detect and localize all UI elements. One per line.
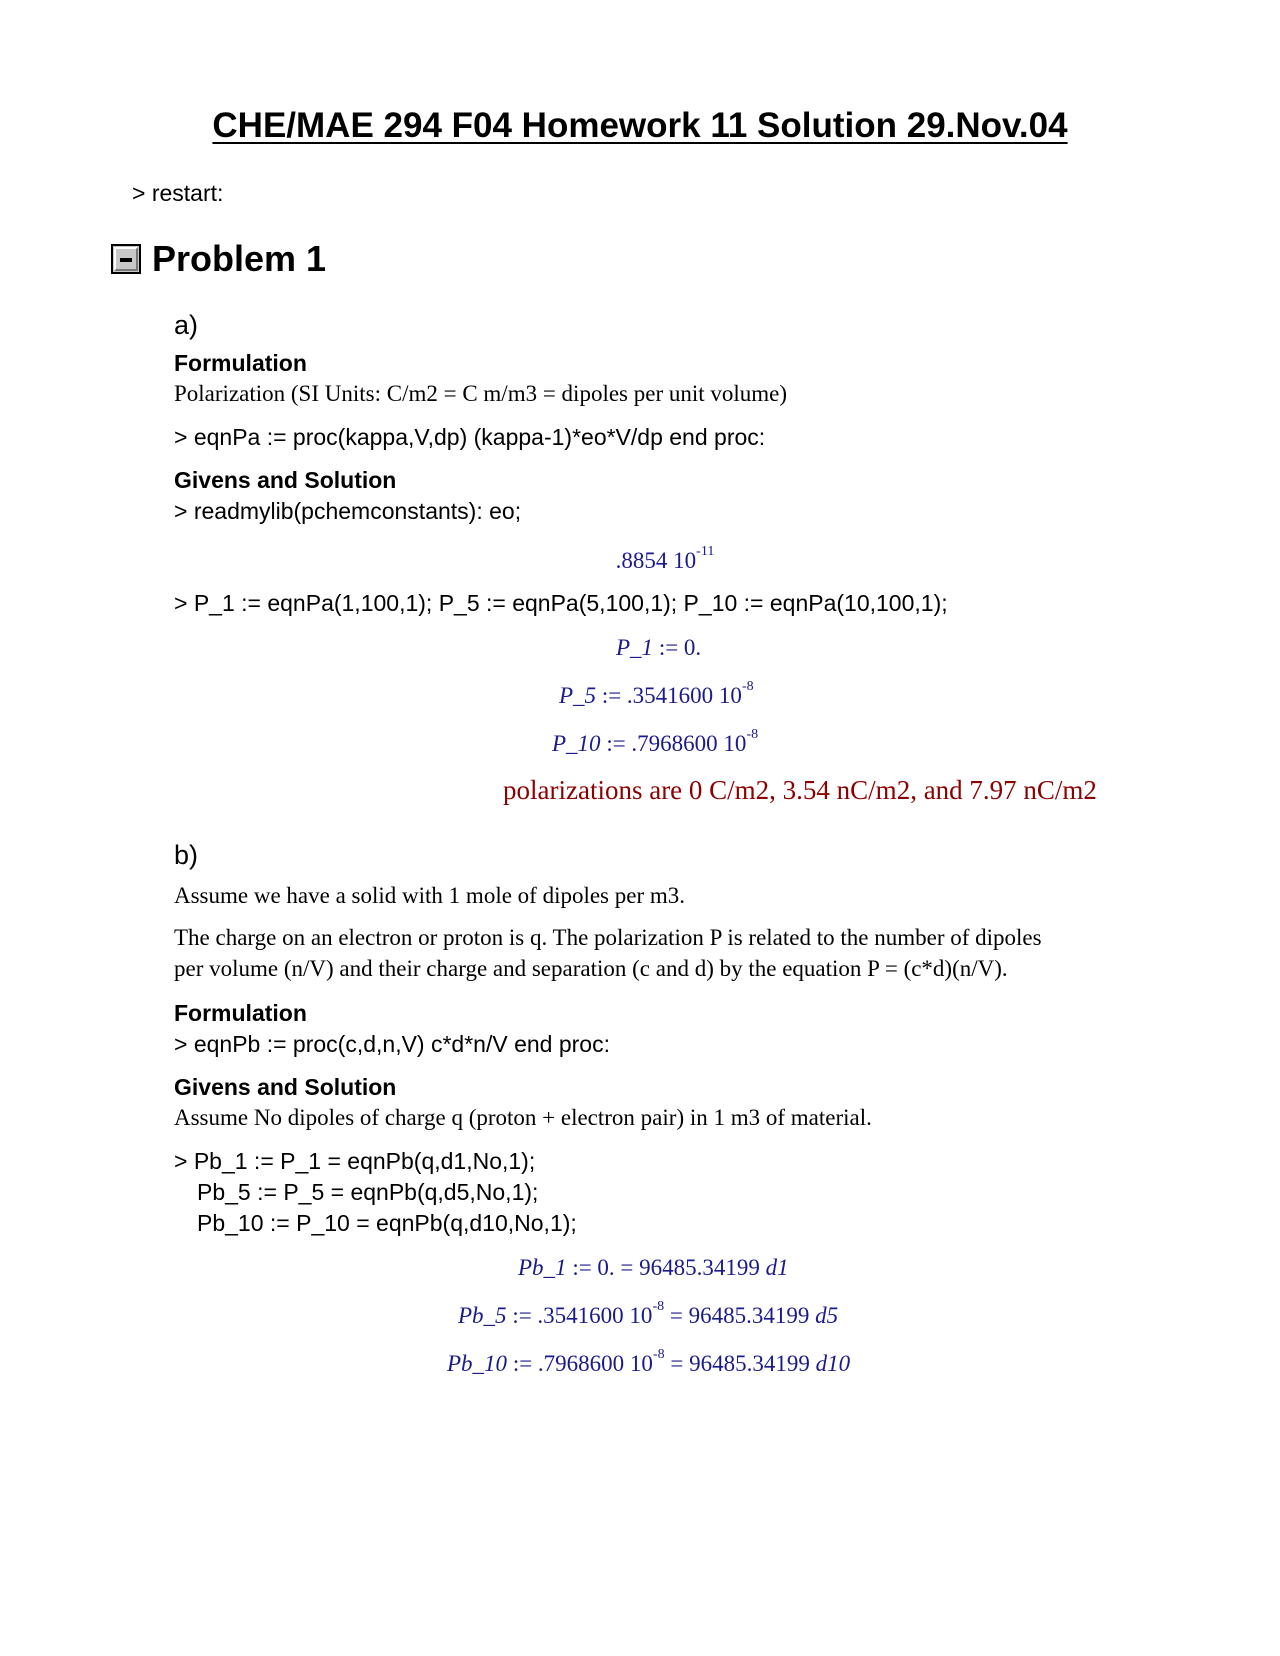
formulation-heading-a: Formulation	[174, 350, 307, 376]
eqnPb-command[interactable]: > eqnPb := proc(c,d,n,V) c*d*n/V end proc:	[174, 1031, 610, 1057]
charge-text-line2: per volume (n/V) and their charge and separation (c and d) by the equation P = (c*d)(n/V).	[174, 956, 1008, 981]
pb5-output: Pb_5 := .3541600 $10^{-8} = 96485.34199$ d5	[458, 1299, 839, 1328]
formulation-heading-b: Formulation	[174, 1000, 307, 1026]
part-b-label: b)	[174, 840, 199, 870]
section-heading: Problem 1	[152, 238, 327, 279]
eo-output: .8854 $10^{-11}$	[615, 544, 715, 573]
p1-output: P_1 := 0.	[616, 635, 702, 660]
polarization-text: Polarization (SI Units: C/m2 = C m/m3 = dipoles per unit volume)	[174, 381, 788, 406]
conclusion-text: polarizations are 0 C/m2, 3.54 nC/m2, and 7.97 nC/m2	[503, 775, 1097, 805]
eqnPa-command[interactable]: > eqnPa := proc(kappa,V,dp) (kappa-1)*eo*V/dp end proc:	[174, 424, 766, 450]
pb-command-line1[interactable]: > Pb_1 := P_1 = eqnPb(q,d1,No,1);	[174, 1148, 536, 1174]
assume-text: Assume we have a solid with 1 mole of dipoles per m3.	[174, 883, 686, 908]
assume-no-text: Assume No dipoles of charge q (proton + electron pair) in 1 m3 of material.	[174, 1105, 872, 1130]
readlib-command[interactable]: > readmylib(pchemconstants): eo;	[174, 498, 522, 524]
givens-heading-a: Givens and Solution	[174, 467, 397, 493]
page-title: CHE/MAE 294 F04 Homework 11 Solution 29.Nov.04	[212, 106, 1068, 145]
p5-output: P_5 := .3541600 $10^{-8}$	[559, 679, 754, 708]
givens-heading-b: Givens and Solution	[174, 1074, 397, 1100]
pb10-output: Pb_10 := .7968600 $10^{-8} = 96485.34199$ d10	[447, 1347, 851, 1376]
p10-output: P_10 := .7968600 $10^{-8}$	[552, 727, 759, 756]
charge-text-line1: The charge on an electron or proton is q. The polarization P is related to the number of dipoles	[174, 925, 1042, 950]
pb1-output: Pb_1 := 0. = 96485.34199 d1	[518, 1255, 789, 1280]
pb-command-line3[interactable]: Pb_10 := P_10 = eqnPb(q,d10,No,1);	[197, 1210, 577, 1236]
p-command[interactable]: > P_1 := eqnPa(1,100,1); P_5 := eqnPa(5,100,1); P_10 := eqnPa(10,100,1);	[174, 590, 948, 616]
restart-command[interactable]: > restart:	[132, 180, 224, 206]
part-a-label: a)	[174, 310, 199, 340]
pb-command-line2[interactable]: Pb_5 := P_5 = eqnPb(q,d5,No,1);	[197, 1179, 539, 1205]
collapse-section-icon[interactable]	[111, 244, 141, 274]
